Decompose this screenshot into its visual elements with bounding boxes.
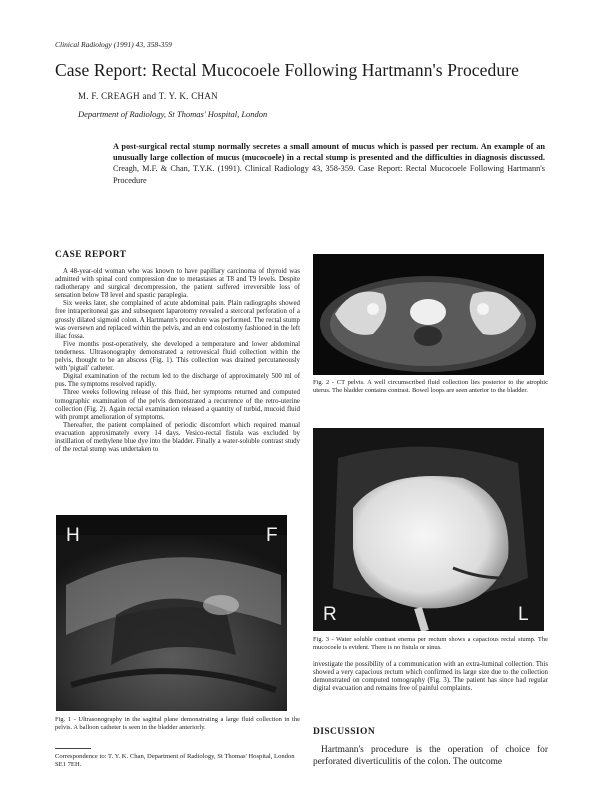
abstract-text: A post-surgical rectal stump normally secretes a small amount of mucus which is passed per rectum. An example of an unusually large collection of mucus (mucocoele) in a rectal stump is presented and the difficulties in diagnosis discussed. [113, 142, 545, 163]
figure1-caption: Fig. 1 - Ultrasonography in the sagittal plane demonstrating a large fluid collection in the pelvis. A balloon catheter is seen in the bladder anteriorly. [55, 716, 300, 731]
article-title: Case Report: Rectal Mucocoele Following Hartmann's Procedure [55, 60, 520, 80]
figure2-caption: Fig. 2 - CT pelvis. A well circumscribed fluid collection lies posterior to the atrophic uterus. The bladder contains contrast. Bowel loops are seen anterior to the bladder. [313, 379, 548, 394]
journal-reference: Clinical Radiology (1991) 43, 358-359 [55, 40, 172, 49]
case-paragraph: Five months post-operatively, she developed a temperature and lower abdominal tenderness. Ultrasonography demonstrated a retrovesical fluid collection within the pelvis, thought to be an abscess (Fig. 1). This collection was drained percutaneously with 'pigtail' catheter. [55, 340, 300, 373]
case-paragraph: A 48-year-old woman who was known to have papillary carcinoma of thyroid was admitted with spinal cord compression due to metastases at T8 and T9 levels. Despite radiotherapy and surgical decompression, the patient suffered irreversible loss of sensation below T8 level and spastic paraplegia. [55, 268, 300, 300]
ultrasound-image [56, 515, 287, 711]
authors: M. F. CREAGH and T. Y. K. CHAN [78, 91, 218, 101]
case-paragraph: Digital examination of the rectum led to the discharge of approximately 500 ml of pus. The symptoms resolved rapidly. [55, 373, 300, 389]
abstract-citation: Creagh, M.F. & Chan, T.Y.K. (1991). Clinical Radiology 43, 358-359. Case Report: Rectal Mucocoele Following Hartmann's Procedure [113, 164, 545, 185]
case-paragraph: Six weeks later, she complained of acute abdominal pain. Plain radiographs showed free intraperitoneal gas and subsequent laparotomy revealed a stercoral perforation of a grossly dilated sigmoid colon. A Hartmann's procedure was performed. The rectal stump was oversewn and replaced within the pelvis, and an end colostomy fashioned in the left iliac fossa. [55, 300, 300, 340]
case-report-heading: CASE REPORT [55, 250, 127, 260]
ultrasound-label-left: H [66, 525, 80, 546]
correspondence-footnote [55, 748, 300, 769]
footnote-rule [55, 748, 91, 749]
case-report-body [55, 268, 300, 454]
contrast-graphic [313, 428, 544, 631]
case-paragraph: Three weeks following release of this fluid, her symptoms returned and computed tomographic examination of the pelvis demonstrated a recurrence of the retro-uterine collection (Fig. 2). Again rectal examination released a quantity of turbid, mucoid fluid with prompt amelioration of symptoms. [55, 389, 300, 421]
contrast-label-left: R [323, 604, 337, 625]
discussion-heading: DISCUSSION [313, 727, 376, 737]
ultrasound-graphic [56, 515, 287, 711]
ct-image [313, 254, 544, 375]
abstract [113, 141, 545, 186]
affiliation: Department of Radiology, St Thomas' Hospital, London [78, 109, 268, 119]
right-column-text: investigate the possibility of a communication with an extra-luminal collection. This showed a very capacious rectum which confirmed its large size due to the collection demonstrated on computed tomography (Fig. 3). The patient has since had regular digital evacuation and remains free of painful complaints. [313, 661, 548, 693]
ultrasound-label-right: F [266, 525, 278, 546]
ct-graphic [313, 254, 544, 375]
case-paragraph: Thereafter, the patient complained of periodic discomfort which required manual evacuation approximately every 14 days. Vesico-rectal fistula was excluded by instillation of methylene blue dye into the bladder. Finally a water-soluble contrast study of the rectal stump was undertaken to [55, 421, 300, 454]
figure3-caption: Fig. 3 - Water soluble contrast enema per rectum shows a capacious rectal stump. The mucocoele is evident. There is no fistula or sinus. [313, 636, 548, 651]
correspondence-text: Correspondence to: T. Y. K. Chan, Department of Radiology, St Thomas' Hospital, London SE1 7EH. [55, 753, 295, 769]
contrast-label-right: L [518, 604, 529, 625]
contrast-enema-image [313, 428, 544, 631]
discussion-text: Hartmann's procedure is the operation of choice for perforated diverticulitis of the colon. The outcome [313, 745, 548, 767]
